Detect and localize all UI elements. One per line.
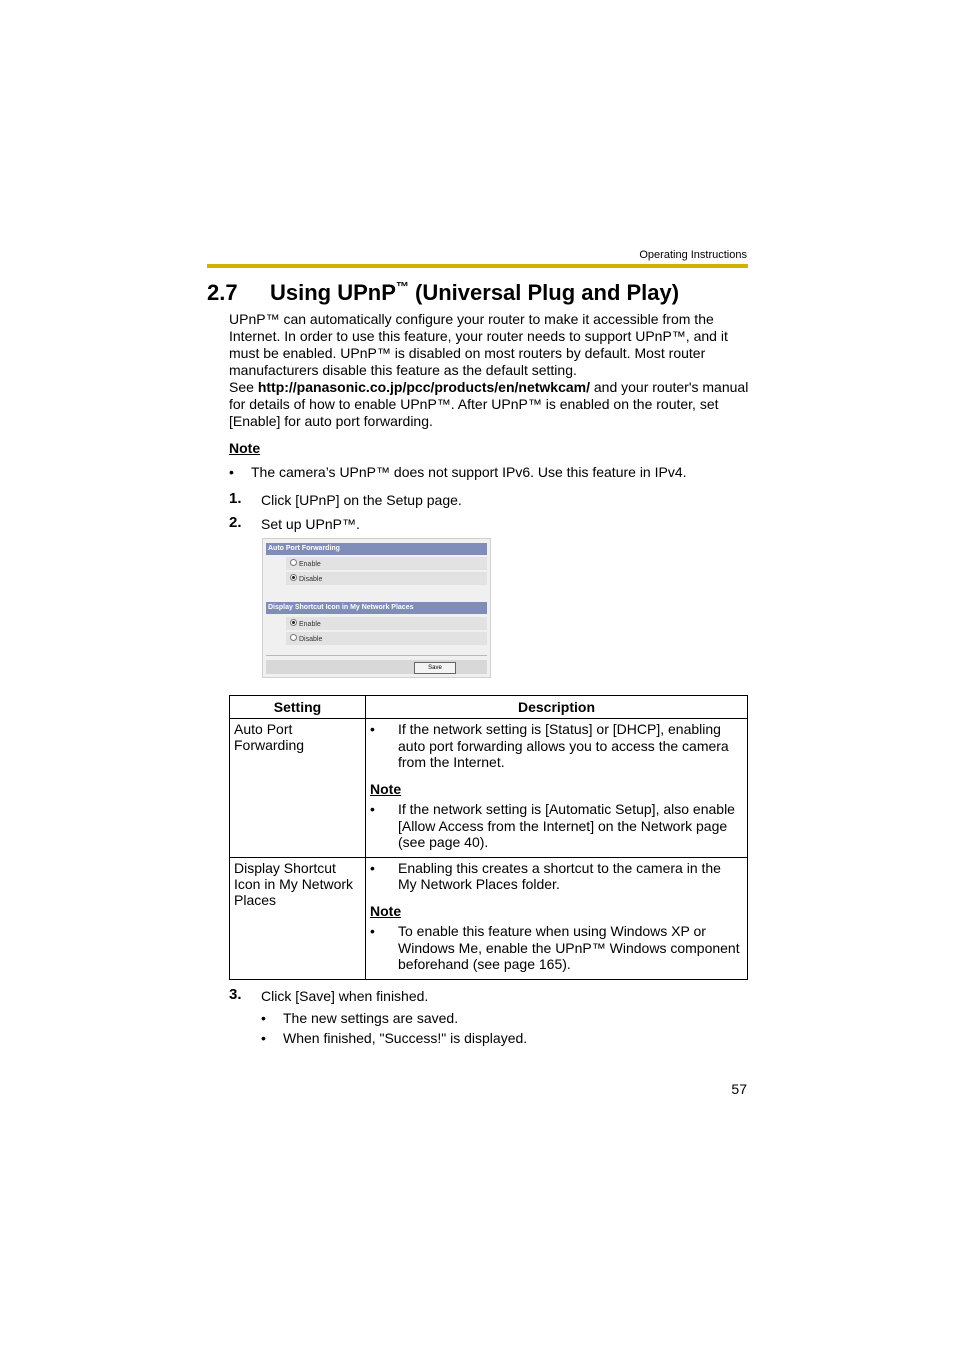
shortcut-icon-header: Display Shortcut Icon in My Network Places (266, 602, 487, 614)
apf-enable-label: Enable (299, 561, 321, 568)
settings-table (229, 695, 748, 980)
table-row (230, 857, 748, 979)
auto-port-forwarding-header: Auto Port Forwarding (266, 543, 487, 555)
step-text: Set up UPnP™. (261, 516, 360, 532)
intro-paragraph-1: UPnP™ can automatically configure your router to make it accessible from the Internet. In order to use this feature, your router needs to support UPnP™, and it must be enabled. UPnP™ is disabled on most routers by default. Most router manufacturers disable this feature as the default setting. (229, 311, 728, 378)
shortcut-disable-label: Disable (299, 636, 323, 643)
intro-paragraph-2 (229, 379, 749, 430)
save-button[interactable]: Save (414, 662, 456, 674)
trademark-symbol: ™ (395, 279, 409, 294)
support-url: http://panasonic.co.jp/pcc/products/en/netwkcam/ (257, 379, 590, 395)
radio-selected-icon[interactable] (290, 574, 297, 581)
radio-icon[interactable] (290, 634, 297, 641)
section-title-main: Using UPnP (270, 280, 396, 305)
intro-text (229, 311, 749, 430)
step-number: 3. (229, 986, 242, 1003)
header-setting: Setting (230, 696, 366, 719)
header-rule (207, 264, 748, 268)
running-header: Operating Instructions (639, 249, 747, 261)
bullet-icon: • (370, 859, 375, 876)
step-text: Click [Save] when finished. (261, 988, 429, 1004)
note-text: To enable this feature when using Windows XP or Windows Me, enable the UPnP™ Windows component beforehand (see page 165). (398, 923, 740, 972)
description-cell (366, 719, 748, 858)
section-title (207, 280, 679, 306)
step-text: Click [UPnP] on the Setup page. (261, 492, 462, 508)
step-number: 2. (229, 514, 242, 531)
bullet-icon: • (229, 464, 234, 480)
shortcut-disable-row (266, 632, 487, 645)
upnp-setup-screenshot (262, 538, 491, 678)
result-text: When finished, "Success!" is displayed. (283, 1030, 528, 1046)
note-heading: Note (229, 440, 261, 456)
shortcut-enable-label: Enable (299, 621, 321, 628)
apf-enable-row (266, 557, 487, 570)
shortcut-enable-row (266, 617, 487, 630)
bullet-icon: • (261, 1010, 266, 1026)
description-text: Enabling this creates a shortcut to the camera in the My Network Places folder. (398, 859, 721, 892)
radio-selected-icon[interactable] (290, 619, 297, 626)
setting-cell: Auto Port Forwarding (230, 719, 366, 858)
page-number: 57 (731, 1081, 747, 1097)
note-text: If the network setting is [Automatic Setup], also enable [Allow Access from the Internet] on the Network page (see page 40). (398, 801, 735, 850)
bullet-icon: • (370, 801, 375, 817)
table-row (230, 719, 748, 858)
header-description: Description (366, 696, 748, 719)
intro-see: See (229, 379, 258, 395)
description-text: If the network setting is [Status] or [DHCP], enabling auto port forwarding allows you to access the camera from the Internet. (398, 721, 729, 770)
setting-cell: Display Shortcut Icon in My Network Places (230, 857, 366, 979)
radio-icon[interactable] (290, 559, 297, 566)
apf-disable-row (266, 572, 487, 585)
section-number: 2.7 (207, 280, 238, 305)
bullet-icon: • (370, 721, 375, 737)
step-number: 1. (229, 490, 242, 507)
section-title-rest: (Universal Plug and Play) (408, 280, 680, 305)
apf-disable-label: Disable (299, 576, 323, 583)
divider (266, 655, 487, 656)
result-text: The new settings are saved. (283, 1010, 459, 1026)
button-bar (266, 660, 487, 674)
note-heading: Note (370, 780, 402, 797)
note-item: The camera’s UPnP™ does not support IPv6. Use this feature in IPv4. (251, 464, 687, 480)
bullet-icon: • (370, 923, 375, 939)
bullet-icon: • (261, 1030, 266, 1046)
table-header-row (230, 696, 748, 719)
intro-rest: and your router's manual for details of how to enable UPnP™. After UPnP™ is enabled on the router, set [Enable] for auto port forwarding. (229, 379, 749, 429)
description-cell (366, 857, 748, 979)
note-heading: Note (370, 902, 402, 919)
